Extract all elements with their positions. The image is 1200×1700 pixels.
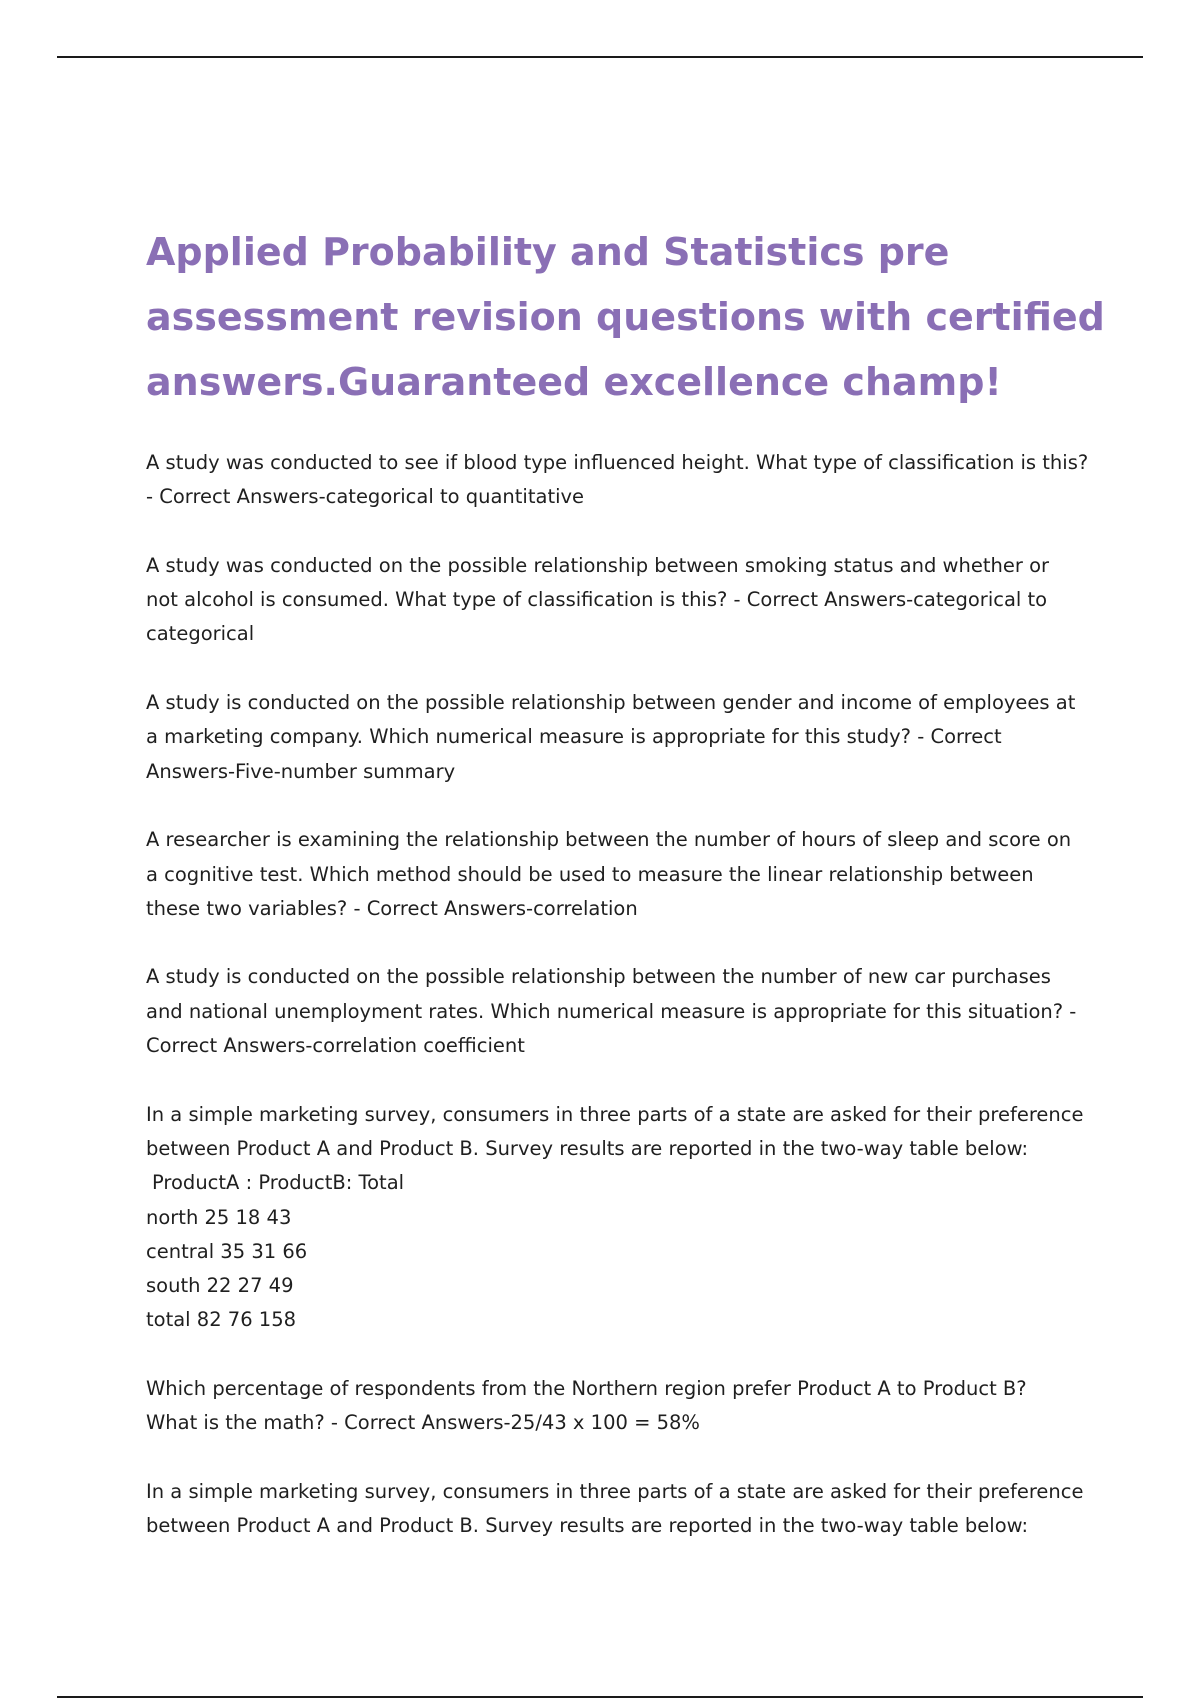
text-line: A study is conducted on the possible relationship between gender and income of employees at xyxy=(146,691,1076,715)
text-line: In a simple marketing survey, consumers in three parts of a state are asked for their preference xyxy=(146,1479,1084,1503)
bottom-rule xyxy=(57,1696,1143,1698)
text-line: categorical xyxy=(146,622,255,646)
question-blood-type xyxy=(146,446,1096,515)
text-line: Answers-Five-number summary xyxy=(146,759,456,783)
table-row-total: total 82 76 158 xyxy=(146,1308,297,1332)
text-line: between Product A and Product B. Survey results are reported in the two-way table below: xyxy=(146,1514,1029,1538)
text-line: not alcohol is consumed. What type of classification is this? - Correct Answers-categorical to xyxy=(146,588,1048,612)
question-marketing-survey-2 xyxy=(146,1475,1096,1544)
text-line: A study was conducted on the possible relationship between smoking status and whether or xyxy=(146,553,1050,577)
text-line: In a simple marketing survey, consumers in three parts of a state are asked for their preference xyxy=(146,1102,1084,1126)
text-line: and national unemployment rates. Which numerical measure is appropriate for this situation? - xyxy=(146,999,1077,1023)
question-sleep-cognitive xyxy=(146,823,1096,926)
title-line: answers.Guaranteed excellence champ! xyxy=(146,360,1002,404)
question-smoking-alcohol xyxy=(146,549,1096,652)
question-car-unemployment xyxy=(146,960,1096,1063)
document-body xyxy=(146,446,1096,1544)
top-rule xyxy=(57,56,1143,58)
text-line: between Product A and Product B. Survey results are reported in the two-way table below: xyxy=(146,1136,1029,1160)
text-line: - Correct Answers-categorical to quantitative xyxy=(146,485,585,509)
document-title xyxy=(146,220,1105,415)
text-line: a marketing company. Which numerical measure is appropriate for this study? - Correct xyxy=(146,725,1002,749)
text-line: Correct Answers-correlation coefficient xyxy=(146,1034,525,1058)
text-line: Which percentage of respondents from the Northern region prefer Product A to Product B? xyxy=(146,1377,1027,1401)
text-line: a cognitive test. Which method should be used to measure the linear relationship between xyxy=(146,862,1034,886)
text-line: A study was conducted to see if blood type influenced height. What type of classification is this? xyxy=(146,451,1089,474)
table-row-north: north 25 18 43 xyxy=(146,1205,292,1229)
question-gender-income xyxy=(146,686,1096,789)
table-row-central: central 35 31 66 xyxy=(146,1239,308,1263)
table-row-south: south 22 27 49 xyxy=(146,1274,294,1298)
question-northern-percentage xyxy=(146,1372,1096,1441)
text-line: A study is conducted on the possible relationship between the number of new car purchases xyxy=(146,965,1051,989)
text-line: A researcher is examining the relationship between the number of hours of sleep and score on xyxy=(146,828,1072,852)
table-header-line: ProductA : ProductB: Total xyxy=(152,1171,405,1195)
title-line: Applied Probability and Statistics pre xyxy=(146,230,950,274)
text-line: What is the math? - Correct Answers-25/43 x 100 = 58% xyxy=(146,1411,700,1435)
title-line: assessment revision questions with certified xyxy=(146,295,1105,339)
text-line: these two variables? - Correct Answers-correlation xyxy=(146,896,638,920)
question-marketing-survey xyxy=(146,1098,1096,1338)
